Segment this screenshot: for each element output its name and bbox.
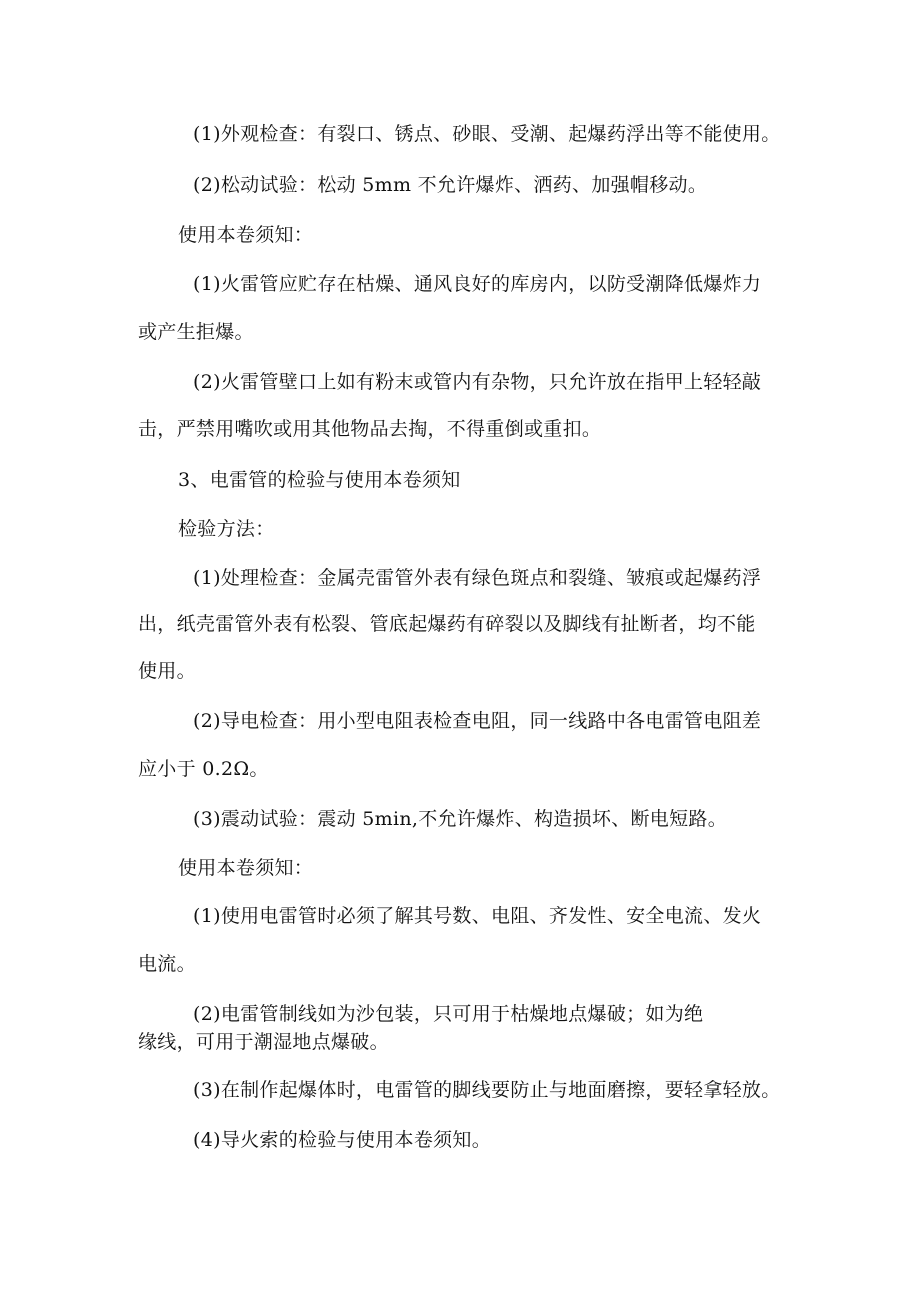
paragraph-treatment-check-line-1: (1)处理检查：金属壳雷管外表有绿色斑点和裂缝、皱痕或起爆药浮 [193, 567, 762, 589]
paragraph-electric-usage-line-1: (1)使用电雷管时必须了解其号数、电阻、齐发性、安全电流、发火 [193, 905, 762, 927]
paragraph-storage-line-2: 或产生拒爆。 [138, 321, 254, 343]
paragraph-appearance-check: (1)外观检查：有裂口、锈点、砂眼、受潮、起爆药浮出等不能使用。 [193, 123, 781, 145]
paragraph-storage-line-1: (1)火雷管应贮存在枯燥、通风良好的库房内，以防受潮降低爆炸力 [193, 273, 762, 295]
paragraph-vibration-test: (3)震动试验：震动 5min,不允许爆炸、构造损坏、断电短路。 [193, 808, 728, 830]
paragraph-powder-line-1: (2)火雷管壁口上如有粉末或管内有杂物，只允许放在指甲上轻轻敲 [193, 371, 762, 393]
paragraph-conductivity-check-line-2: 应小于 0.2Ω。 [138, 758, 269, 780]
paragraph-treatment-check-line-2: 出，纸壳雷管外表有松裂、管底起爆药有碎裂以及脚线有扯断者，均不能 [138, 613, 756, 635]
paragraph-loosening-test: (2)松动试验：松动 5mm 不允许爆炸、洒药、加强帽移动。 [193, 174, 708, 196]
heading-usage-notes-2: 使用本卷须知： [178, 857, 314, 879]
paragraph-wire-line-2: 缘线，可用于潮湿地点爆破。 [138, 1031, 389, 1053]
paragraph-powder-line-2: 击，严禁用嘴吹或用其他物品去掏，不得重倒或重扣。 [138, 418, 602, 440]
paragraph-wire-line-1: (2)电雷管制线如为沙包装，只可用于枯燥地点爆破；如为绝 [193, 1003, 704, 1025]
section-heading-electric-detonator: 3、电雷管的检验与使用本卷须知 [178, 469, 461, 491]
paragraph-fuse-inspection: (4)导火索的检验与使用本卷须知。 [193, 1129, 492, 1151]
paragraph-conductivity-check-line-1: (2)导电检查：用小型电阻表检查电阻，同一线路中各电雷管电阻差 [193, 710, 762, 732]
heading-usage-notes-1: 使用本卷须知： [178, 224, 314, 246]
paragraph-primer-making: (3)在制作起爆体时，电雷管的脚线要防止与地面磨擦，要轻拿轻放。 [193, 1079, 781, 1101]
heading-inspection-method: 检验方法： [178, 518, 275, 540]
paragraph-electric-usage-line-2: 电流。 [138, 953, 196, 975]
paragraph-treatment-check-line-3: 使用。 [138, 660, 196, 682]
